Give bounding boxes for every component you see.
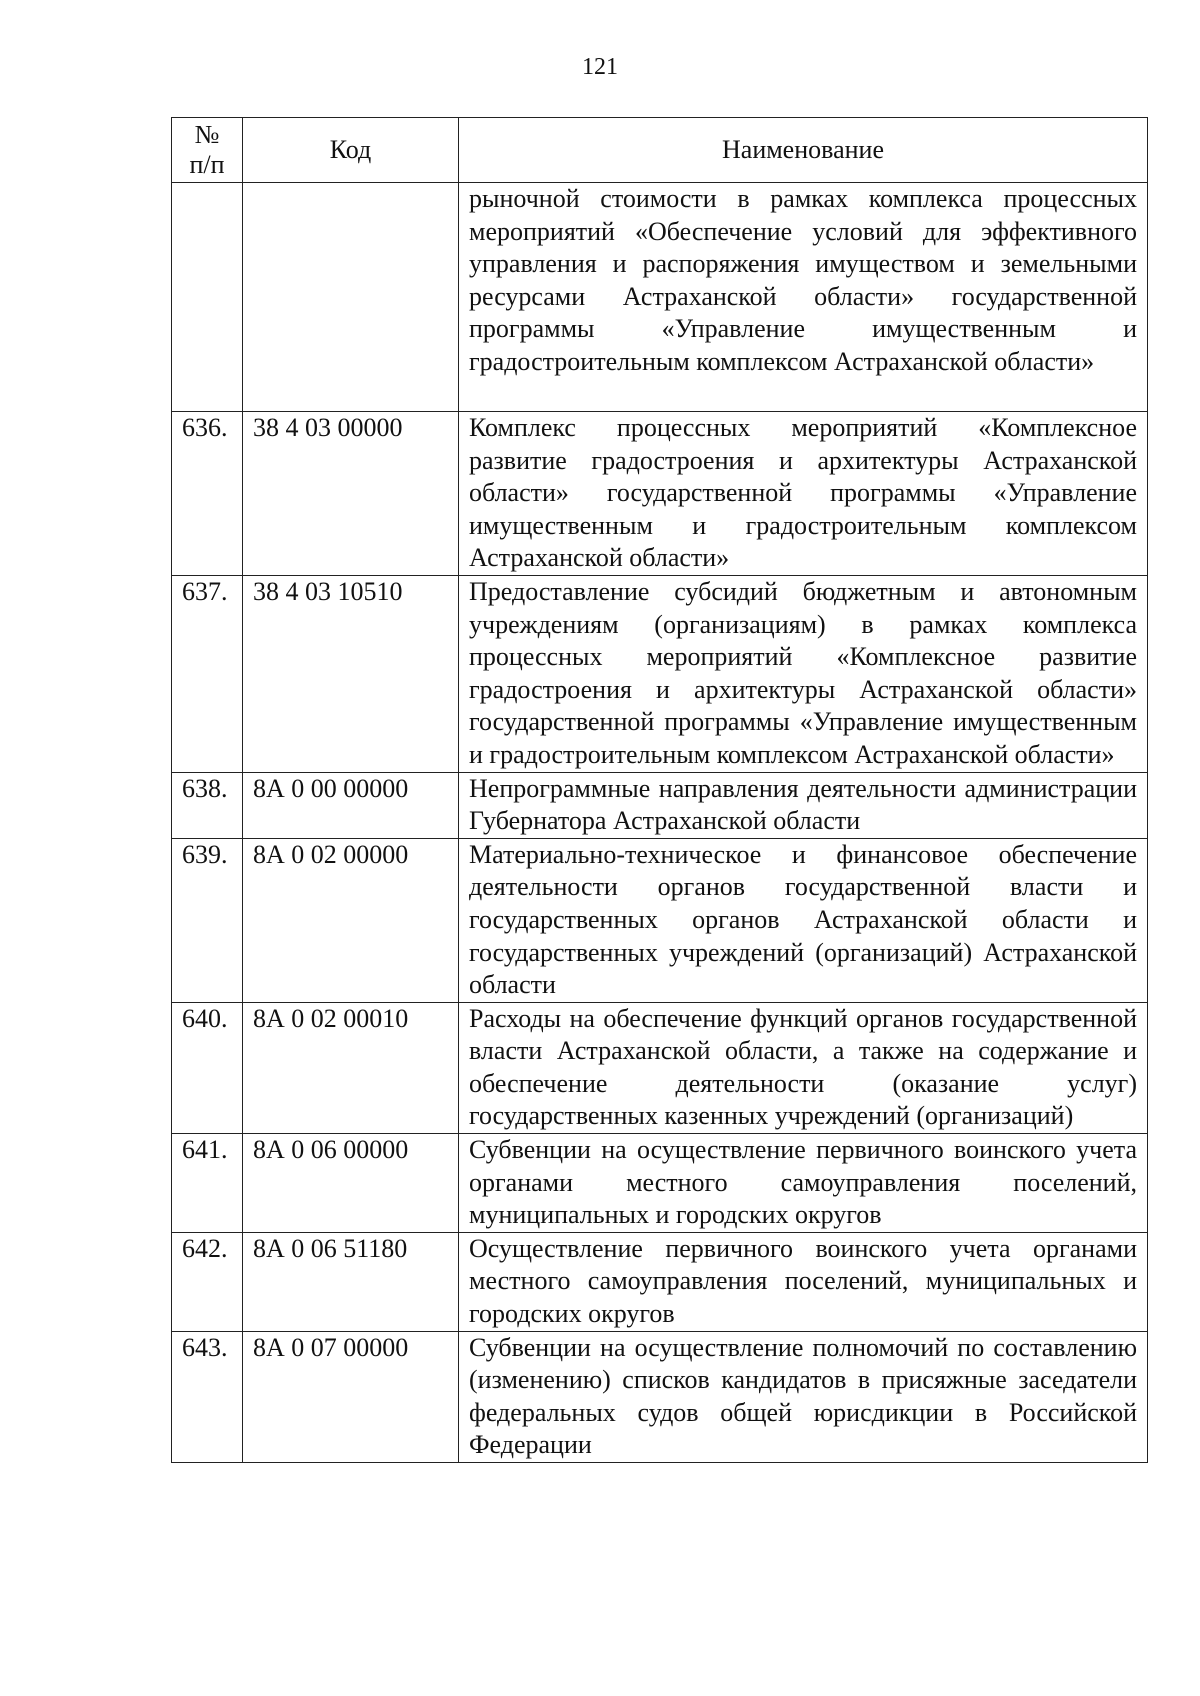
row-number: 641. (172, 1134, 243, 1233)
row-code (243, 183, 459, 412)
budget-classification-table (171, 117, 1148, 1463)
row-name: Субвенции на осуществление полномочий по составлению (изменению) списков кандидатов в присяжные заседатели федеральных судов общей юрисдикции в Российской Федерации (459, 1331, 1148, 1462)
row-number: 639. (172, 838, 243, 1002)
row-code: 38 4 03 10510 (243, 575, 459, 772)
row-number: 637. (172, 575, 243, 772)
row-code: 8А 0 02 00010 (243, 1002, 459, 1133)
row-code: 8А 0 06 00000 (243, 1134, 459, 1233)
row-number (172, 183, 243, 412)
row-name: Непрограммные направления деятельности администрации Губернатора Астраханской области (459, 772, 1148, 838)
header-code: Код (243, 118, 459, 183)
header-number (172, 118, 243, 183)
table-row (172, 575, 1148, 772)
row-code: 8А 0 00 00000 (243, 772, 459, 838)
row-name: рыночной стоимости в рамках комплекса процессных мероприятий «Обеспечение условий для эффективного управления и распоряжения имуществом и земельными ресурсами Астраханской области» государственной программы «Управление имущественным и градостроительным комплексом Астраханской области» (459, 183, 1148, 412)
page-number: 121 (582, 54, 618, 80)
header-number-abbrev: п/п (189, 150, 225, 179)
table-row (172, 772, 1148, 838)
row-name: Предоставление субсидий бюджетным и автономным учреждениям (организациям) в рамках комплекса процессных мероприятий «Комплексное развитие градостроения и архитектуры Астраханской области» государственной программы «Управление имущественным и градостроительным комплексом Астраханской области» (459, 575, 1148, 772)
header-name: Наименование (459, 118, 1148, 183)
row-number: 642. (172, 1232, 243, 1331)
row-code: 8А 0 02 00000 (243, 838, 459, 1002)
table-row (172, 1232, 1148, 1331)
row-name: Осуществление первичного воинского учета органами местного самоуправления поселений, муниципальных и городских округов (459, 1232, 1148, 1331)
table-row (172, 1331, 1148, 1462)
table-row (172, 838, 1148, 1002)
row-code: 38 4 03 00000 (243, 412, 459, 576)
row-code: 8А 0 07 00000 (243, 1331, 459, 1462)
row-name: Субвенции на осуществление первичного воинского учета органами местного самоуправления поселений, муниципальных и городских округов (459, 1134, 1148, 1233)
table-row (172, 1002, 1148, 1133)
header-number-sign: № (194, 120, 220, 149)
row-number: 636. (172, 412, 243, 576)
row-name: Комплекс процессных мероприятий «Комплексное развитие градостроения и архитектуры Астраханской области» государственной программы «Управление имущественным и градостроительным комплексом Астраханской области» (459, 412, 1148, 576)
table-row (172, 412, 1148, 576)
table-row-continuation (172, 183, 1148, 412)
row-number: 643. (172, 1331, 243, 1462)
row-code: 8А 0 06 51180 (243, 1232, 459, 1331)
row-name: Материально-техническое и финансовое обеспечение деятельности органов государственной власти и государственных органов Астраханской области и государственных учреждений (организаций) Астраханской области (459, 838, 1148, 1002)
row-name: Расходы на обеспечение функций органов государственной власти Астраханской области, а также на содержание и обеспечение деятельности (оказание услуг) государственных казенных учреждений (организаций) (459, 1002, 1148, 1133)
row-number: 640. (172, 1002, 243, 1133)
row-number: 638. (172, 772, 243, 838)
table-header-row (172, 118, 1148, 183)
table-row (172, 1134, 1148, 1233)
